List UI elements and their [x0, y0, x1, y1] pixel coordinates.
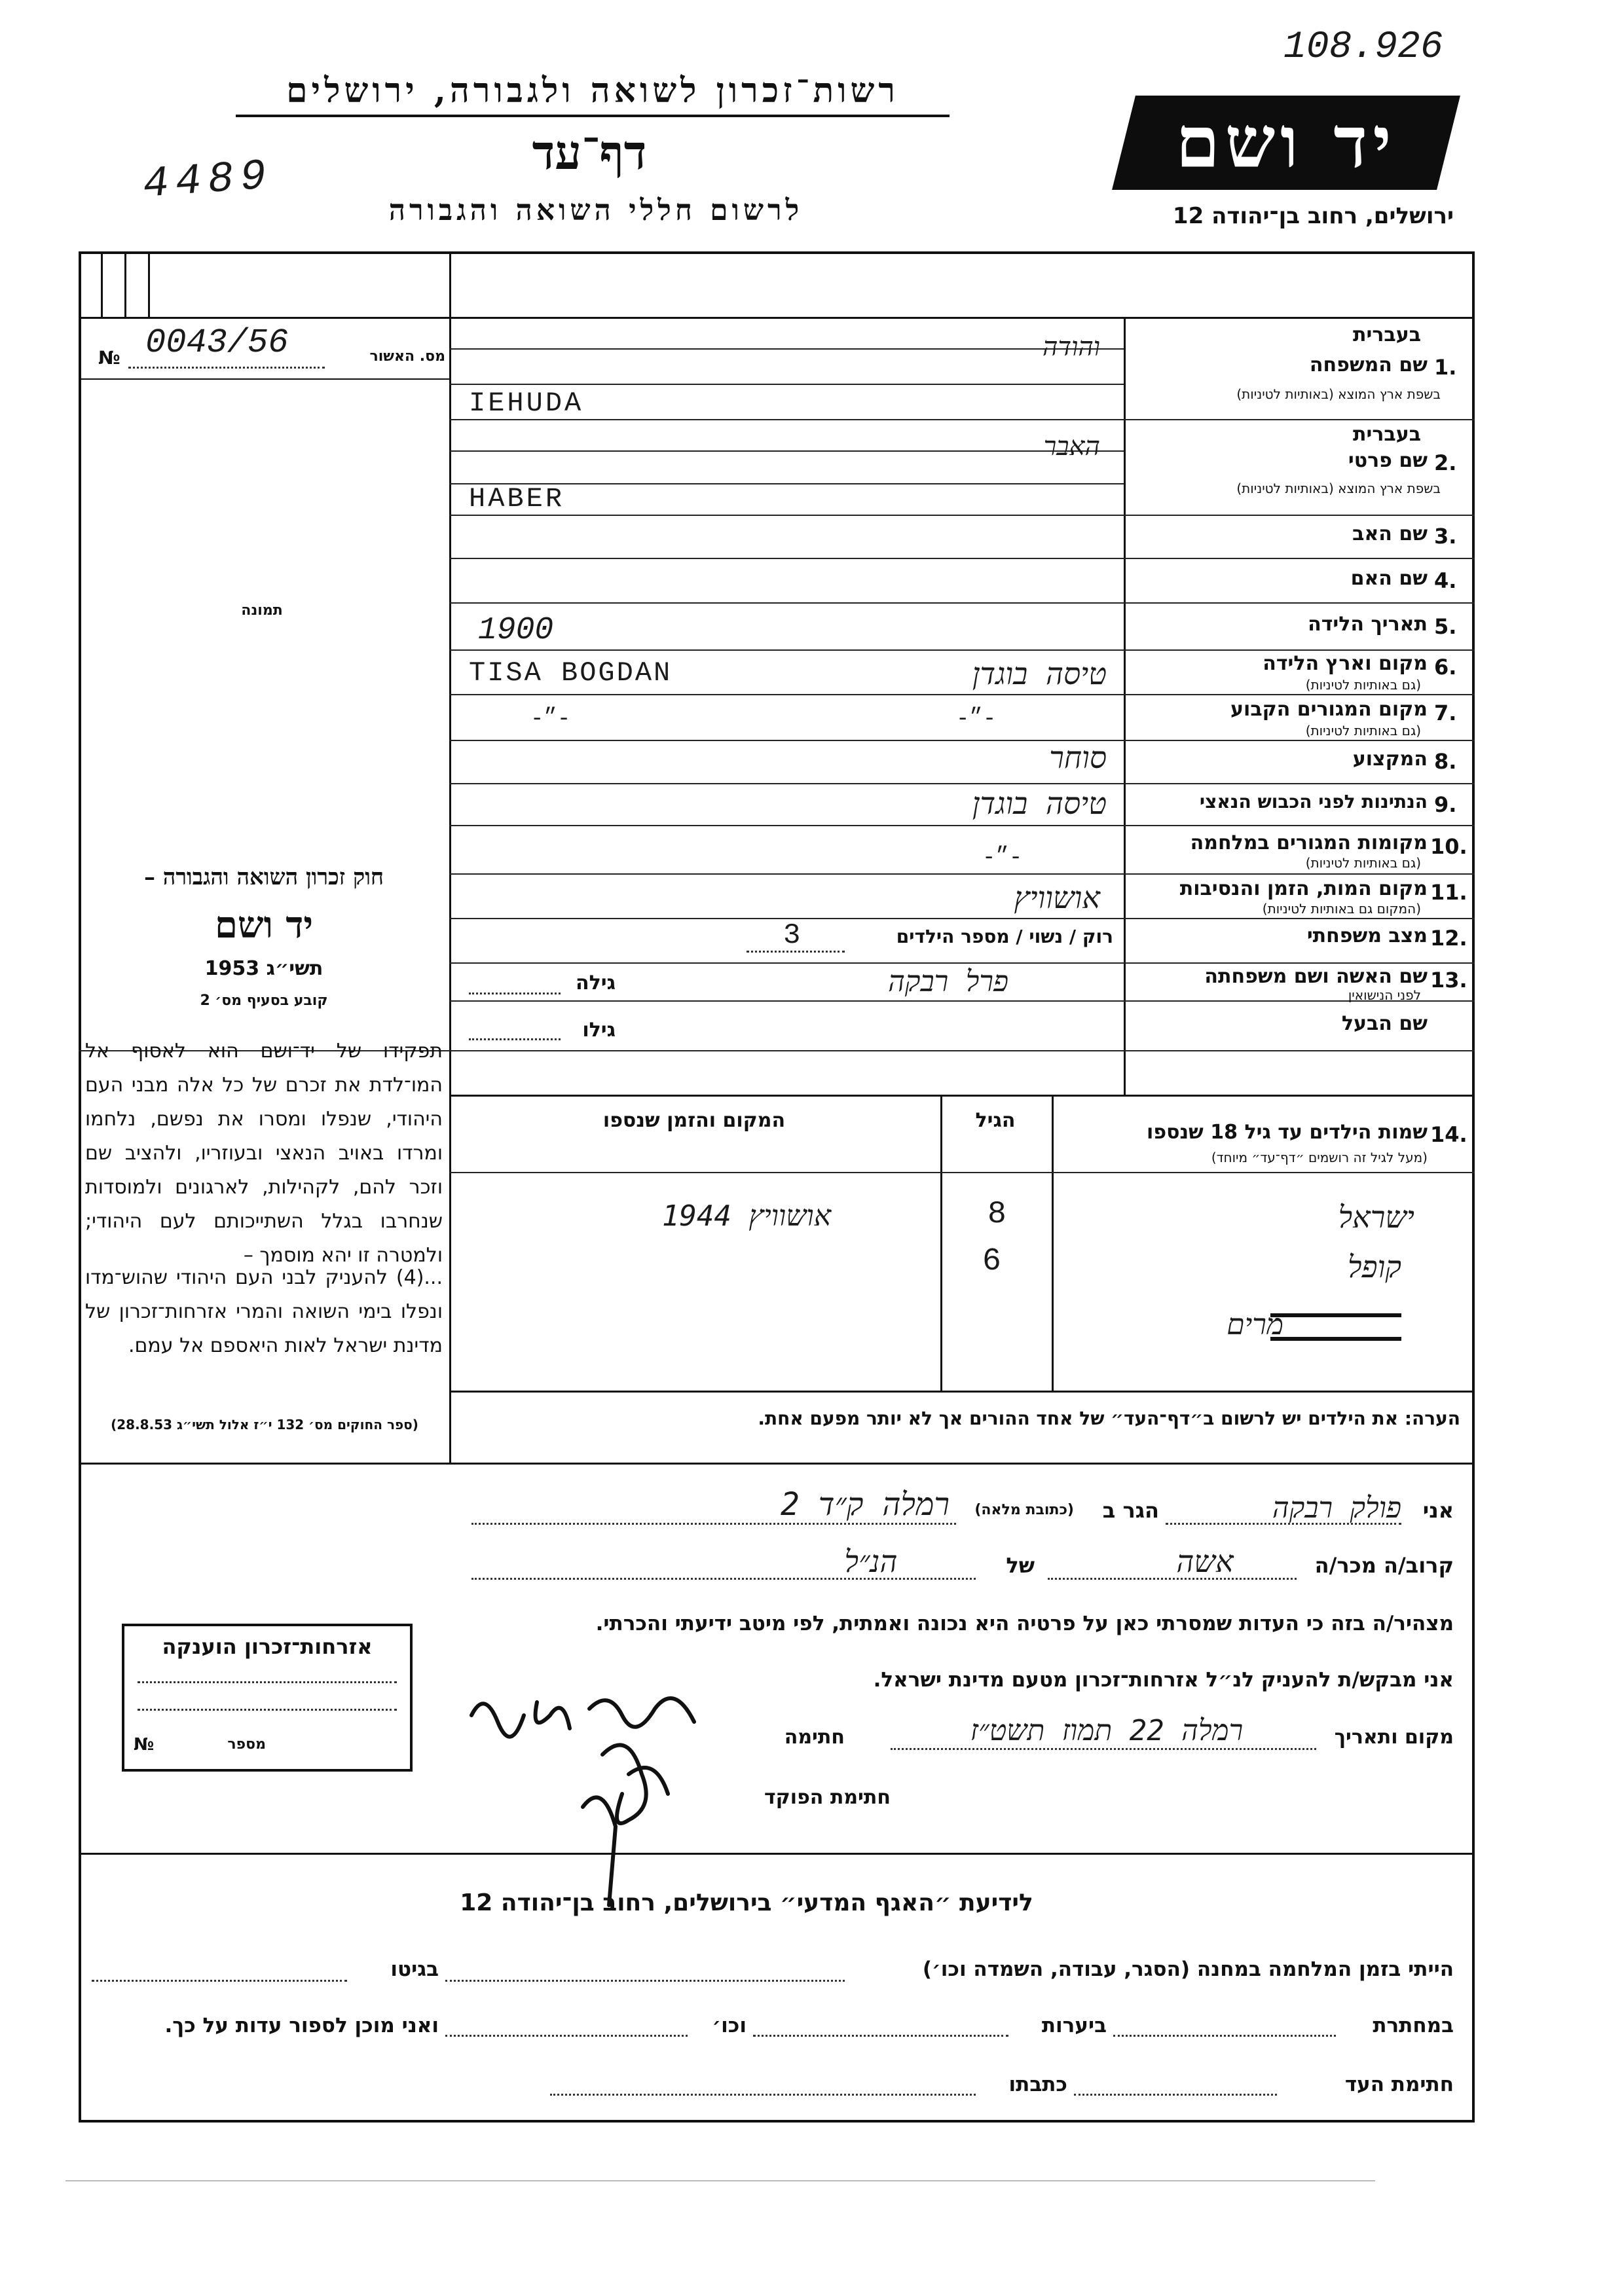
field-10-value: -״-: [982, 846, 1023, 871]
info-witness-sig: חתימת העד: [1344, 2073, 1454, 2096]
archive-number: 108.926: [1283, 26, 1443, 69]
decl-statement: מצהיר/ה בזה כי העדות שמסרתי כאן על פרטיה היא נכונה ואמתית, לפי מיטב ידיעתי והכרתי.: [595, 1612, 1454, 1635]
field-husband-label: שם הבעל: [1341, 1012, 1428, 1035]
field-8-label: המקצוע: [1352, 748, 1428, 771]
decl-relative-label: קרוב/ה מכר/ה: [1314, 1553, 1454, 1578]
field-5-num: 5.: [1434, 614, 1457, 639]
field-2-value-he: האבר: [1043, 431, 1100, 462]
field-1-sub: בשפת ארץ המוצא (באותיות לטיניות): [1236, 386, 1441, 402]
field-13-value: פרל רבקה: [888, 965, 1008, 998]
field-6-sub: (גם באותיות לטיניות): [1305, 677, 1421, 693]
col-place: המקום והזמן שנספו: [602, 1109, 786, 1132]
field-8-value: סוחר: [1049, 740, 1107, 775]
info-line1-prefix: הייתי בזמן המלחמה במחנה (הסגר, עבודה, השמדה וכו׳): [922, 1958, 1454, 1981]
field-4-label: שם האם: [1350, 567, 1428, 590]
field-2-label: שם פרטי: [1348, 449, 1428, 472]
yad-vashem-logo: [1112, 96, 1460, 190]
field-husband-age-label: גילו: [582, 1019, 616, 1042]
decl-resides: הגר ב: [1102, 1498, 1159, 1523]
confirmation-number: 0043/56: [145, 323, 289, 362]
info-forests: ביערות: [1041, 2014, 1107, 2037]
header-address: ירושלים, רחוב בן־יהודה 12: [1172, 203, 1454, 229]
handwritten-number: 4489: [141, 151, 274, 210]
field-10-sub: (גם באותיות לטיניות): [1305, 855, 1421, 871]
child-3-name: מרים: [1227, 1308, 1283, 1341]
form-title: דף־עד: [532, 124, 647, 180]
authority-line: רשות־זכרון לשואה ולגבורה, ירושלים: [236, 71, 950, 117]
field-12-num: 12.: [1430, 926, 1467, 951]
law-paragraph-1: תפקידו של יד־ושם הוא לאסוף אל המו־לדת את זכרם של כל אלה מבני העם היהודי, שנפלו ומסרו את נפשם, נלחמו ומרדו באויב הנאצי ובעוזריו, ולהציב שם וזכר להם, לקהילות, לארגונים ולמוסדות שנחרבו בגלל השתייכותם לעם היהודי; ולמטרה זו יהא מוסמך –: [85, 1040, 443, 1267]
decl-signature-label: חתימה: [784, 1726, 845, 1749]
decl-name: פולק רבקה: [1272, 1491, 1401, 1525]
field-3-label: שם האב: [1352, 522, 1428, 545]
info-title: לידיעת ״האגף המדעי״ בירושלים, רחוב בן־יהודה 12: [460, 1889, 1033, 1916]
signature-drawing: [458, 1676, 773, 1912]
child-2-name: קופל: [1347, 1249, 1401, 1285]
child-1-name: ישראל: [1338, 1199, 1414, 1235]
decl-relative: אשה: [1176, 1544, 1234, 1579]
field-10-label: מקומות המגורים במלחמה: [1190, 831, 1428, 854]
decl-ani: אני: [1422, 1498, 1454, 1523]
citizenship-box-number-sign: №: [134, 1735, 155, 1755]
decl-of-label: של: [1006, 1553, 1035, 1578]
info-address-label: כתבתו: [1008, 2073, 1067, 2096]
field-6-value-lat: TISA BOGDAN: [469, 657, 673, 689]
field-13-label: שם האשה ושם משפחתה: [1204, 965, 1428, 988]
field-1-value-lat: IEHUDA: [469, 388, 584, 419]
law-year: תשי״ג 1953: [204, 957, 323, 980]
number-sign: №: [98, 347, 120, 369]
field-10-num: 10.: [1430, 834, 1467, 859]
field-9-value: טיסה בוגדן: [972, 786, 1107, 821]
decl-addr-hint: (כתובת מלאה): [974, 1502, 1074, 1518]
field-11-num: 11.: [1430, 880, 1467, 905]
field-7-num: 7.: [1434, 701, 1457, 725]
field-7-value-lat: -״-: [530, 707, 571, 732]
col-age: הגיל: [975, 1109, 1016, 1132]
law-paragraph-2: ...(4) להעניק לבני העם היהודי שהוש־מדו ונפלו בימי השואה והמרי אזרחות־זכרון של מדינת ישראל לאות היאספם אל עמם.: [85, 1266, 443, 1357]
decl-supervisor-label: חתימת הפוקד: [764, 1786, 891, 1809]
law-citation: (ספר החוקים מס׳ 132 י״ז אלול תשי״ג 28.8.53): [111, 1417, 418, 1432]
fold-line: [65, 2180, 1375, 2181]
field-7-value-he: -״-: [956, 707, 997, 732]
form-subtitle: לרשום חללי השואה והגבורה: [388, 194, 803, 227]
field-1-num: 1.: [1434, 355, 1457, 380]
field-1-tag: בעברית: [1353, 323, 1421, 346]
field-1-label: שם המשפחה: [1309, 354, 1428, 376]
decl-place-date: רמלה 22 תמוז תשט״ז: [970, 1714, 1244, 1747]
field-6-label: מקום וארץ הלידה: [1263, 652, 1428, 675]
children-sub: (מעל לגיל זה רושמים ״דף־עד״ מיוחד): [1211, 1150, 1428, 1165]
child-3-strikeout: [1270, 1313, 1401, 1341]
field-7-label: מקום המגורים הקבוע: [1230, 698, 1428, 721]
children-num: 14.: [1430, 1122, 1467, 1147]
decl-address: רמלה ק״ד 2: [780, 1486, 950, 1523]
field-7-sub: (גם באותיות לטיניות): [1305, 723, 1421, 738]
field-6-num: 6.: [1434, 655, 1457, 680]
info-ghetto: בגיטו: [390, 1958, 439, 1981]
confirmation-label: מס. האשור: [369, 348, 445, 365]
field-11-label: מקום המות, הזמן והנסיבות: [1179, 877, 1428, 900]
field-2-tag: בעברית: [1353, 423, 1421, 446]
field-5-label: תאריך הלידה: [1308, 613, 1428, 636]
field-2-value-lat: HABER: [469, 483, 565, 515]
field-12-label: מצב משפחתי: [1306, 924, 1428, 947]
info-partisans: במחתרת: [1373, 2014, 1454, 2037]
children-title: שמות הילדים עד גיל 18 שנספו: [1147, 1121, 1428, 1144]
field-3-num: 3.: [1434, 524, 1457, 549]
law-clause: קובע בסעיף מס׳ 2: [200, 993, 328, 1009]
field-9-num: 9.: [1434, 792, 1457, 817]
law-name: יד ושם: [214, 903, 314, 947]
logo-text: יד ושם: [1175, 101, 1397, 184]
remark: הערה: את הילדים יש לרשום ב״דף־העד״ של אחד ההורים אך לא יותר מפעם אחת.: [758, 1408, 1460, 1429]
field-13-sub: לפני הנישואין: [1348, 987, 1421, 1003]
field-9-label: הנתינות לפני הכבוש הנאצי: [1199, 791, 1428, 812]
citizenship-box-number-label: מספר: [227, 1736, 266, 1753]
field-6-value-he: טיסה בוגדן: [972, 656, 1107, 691]
info-suffix: ואני מוכן לספור עדות על כך.: [164, 2014, 439, 2037]
decl-of: הנ״ל: [844, 1544, 898, 1579]
child-1-age: 8: [987, 1197, 1006, 1232]
field-12-value: 3: [783, 919, 801, 952]
decl-request: אני מבקש/ת להעניק לנ״ל אזרחות־זכרון מטעם מדינת ישראל.: [873, 1668, 1454, 1692]
citizenship-box-title: אזרחות־זכרון הוענקה: [162, 1634, 373, 1659]
field-11-value: אושוויץ: [1014, 880, 1100, 915]
field-4-num: 4.: [1434, 568, 1457, 593]
law-title: חוק זכרון השואה והגבורה –: [143, 864, 384, 890]
field-2-sub: בשפת ארץ המוצא (באותיות לטיניות): [1236, 481, 1441, 496]
decl-place-date-label: מקום ותאריך: [1334, 1726, 1454, 1749]
field-13-num: 13.: [1430, 968, 1467, 993]
field-11-sub: (המקום גם באותיות לטיניות): [1262, 901, 1421, 917]
field-13-age-label: גילה: [576, 972, 616, 994]
info-etc: וכו׳: [712, 2014, 747, 2037]
citizenship-box: [122, 1624, 413, 1772]
field-12-sub: רוק / נשוי / מספר הילדים: [896, 926, 1113, 947]
field-2-num: 2.: [1434, 450, 1457, 475]
field-1-value-he: והודה: [1043, 332, 1100, 362]
field-5-value: 1900: [478, 613, 554, 648]
field-8-num: 8.: [1434, 749, 1457, 774]
child-1-place: אושוויץ 1944: [661, 1199, 832, 1233]
photo-label: תמונה: [241, 602, 283, 619]
child-2-age: 6: [982, 1244, 1001, 1279]
